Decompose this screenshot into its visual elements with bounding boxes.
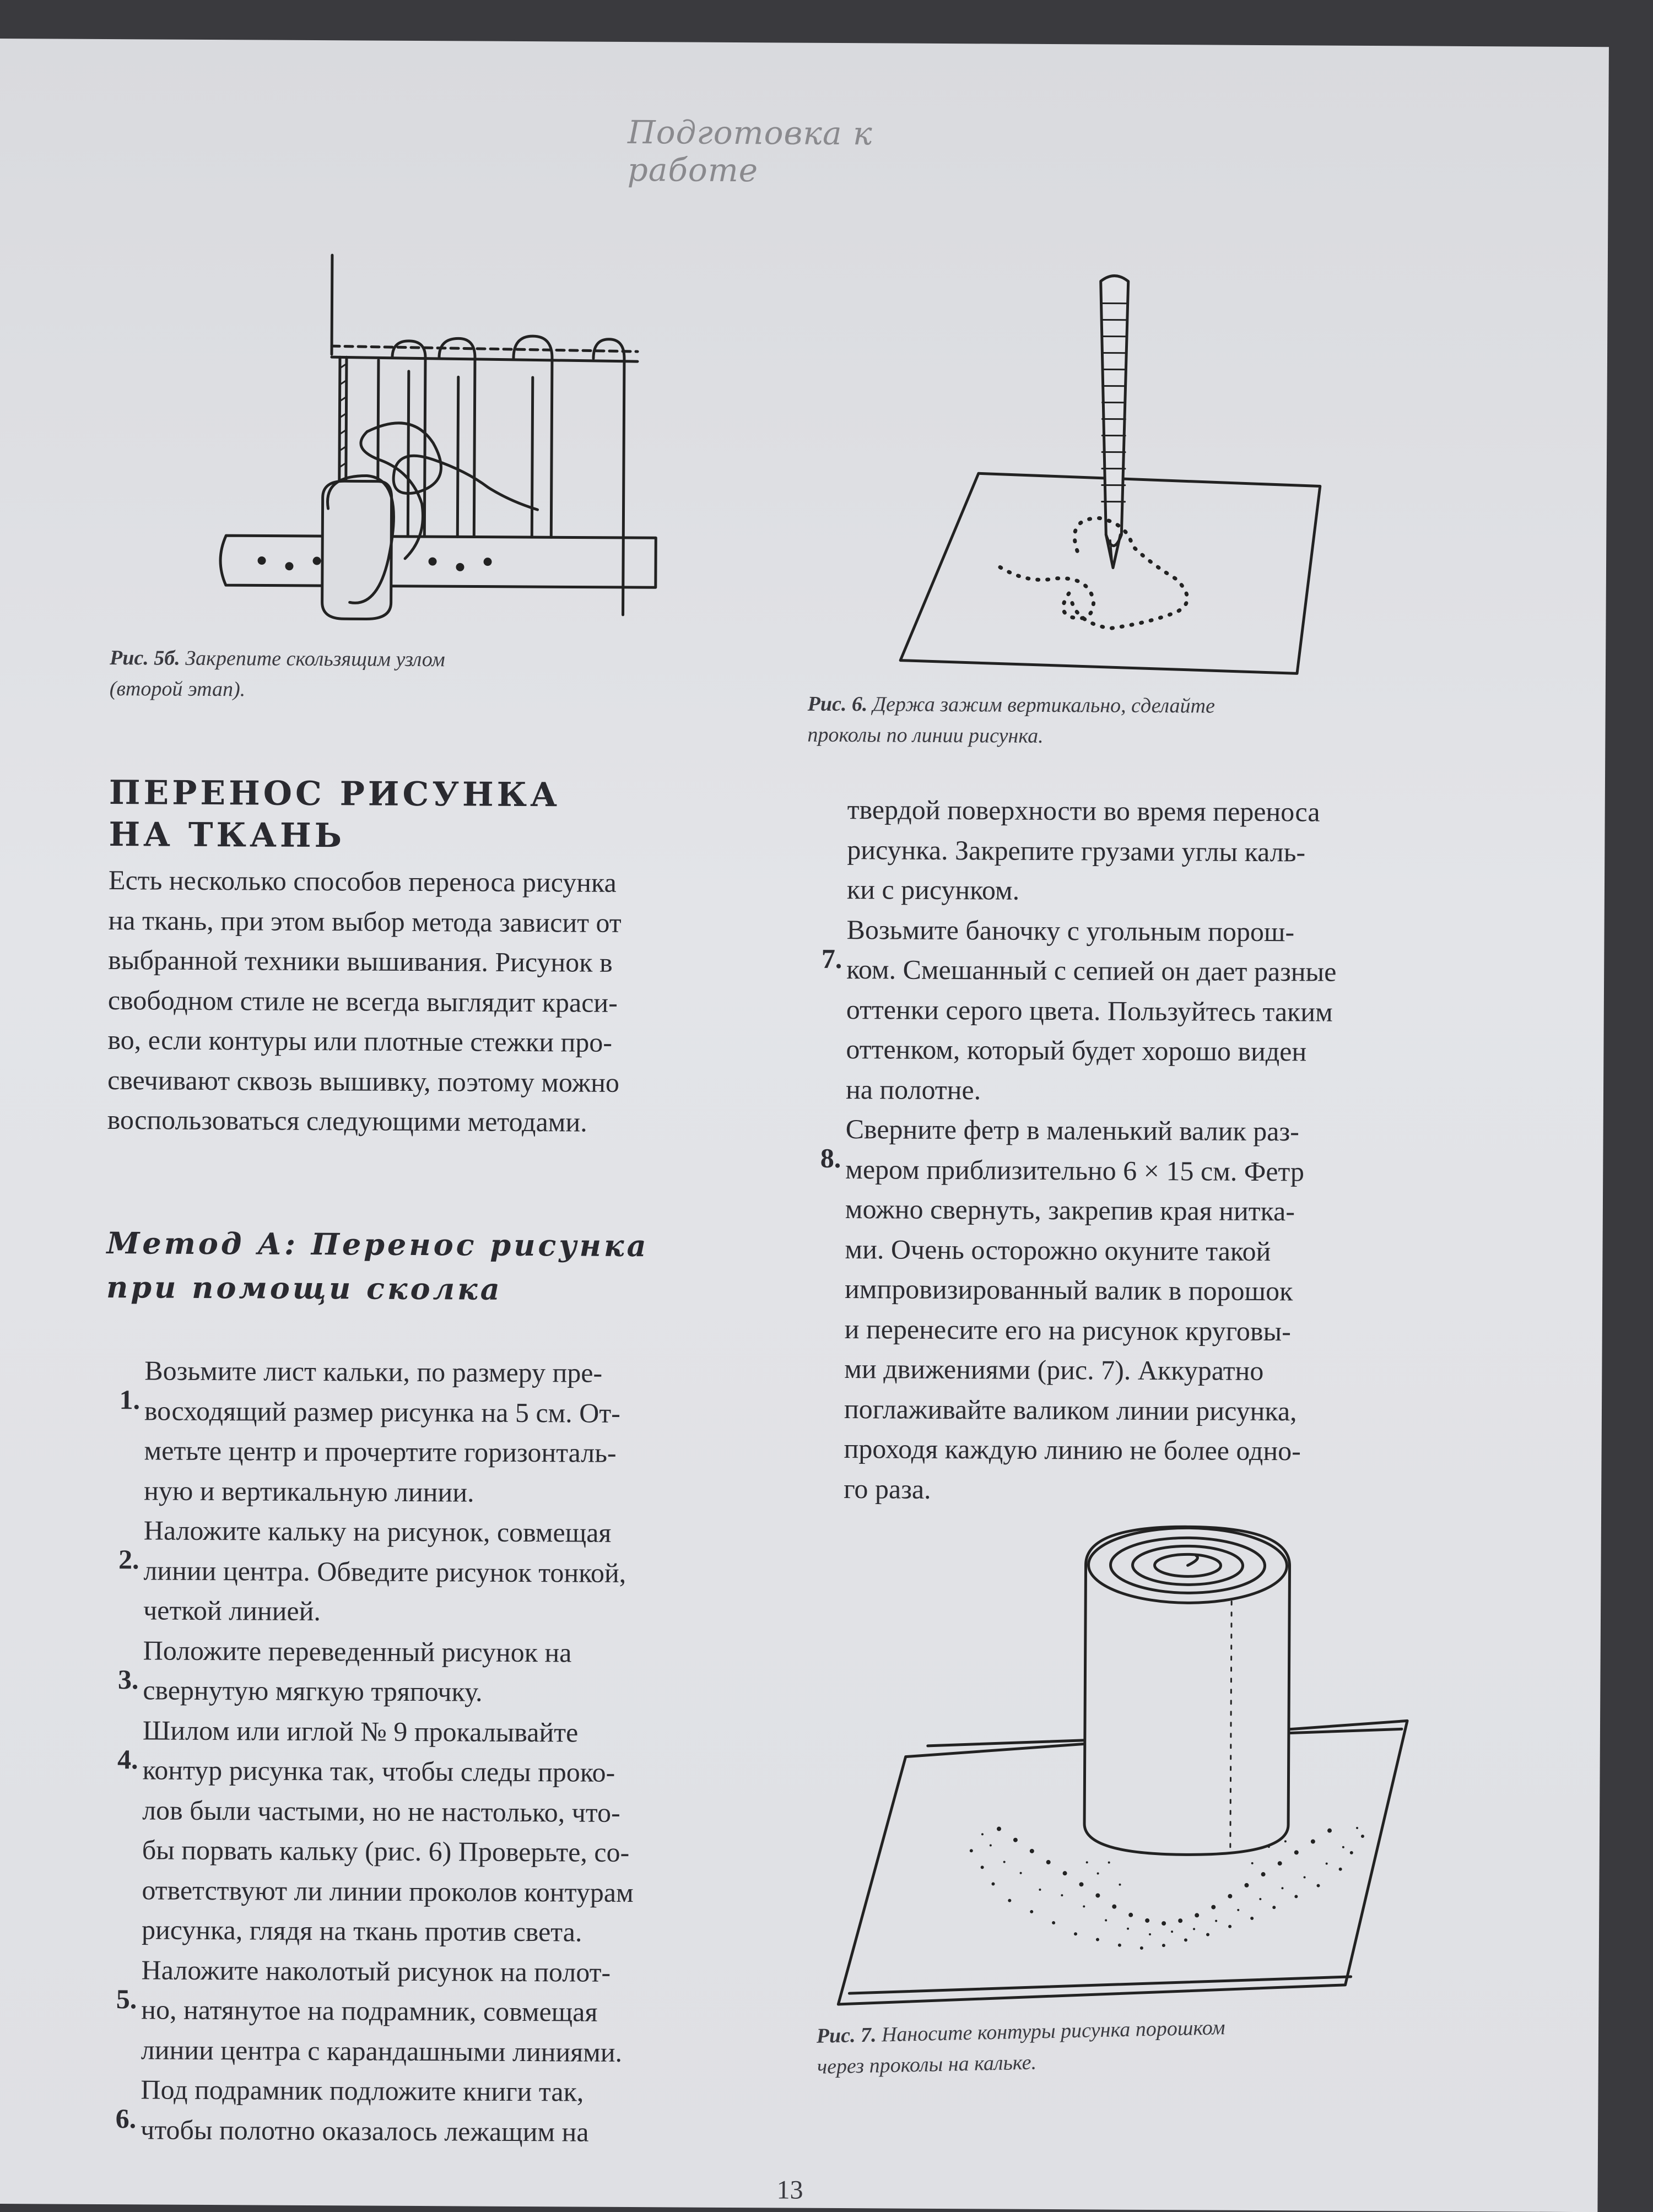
list-item: 2. Наложите кальку на рисунок, совмещая линии центра. Обведите рисунок тонкой, четкой линией. (118, 1515, 626, 1627)
figure-5b-illustration (201, 249, 671, 637)
list-item: 3. Положите переведенный рисунок на свернутую мягкую тряпочку. (117, 1634, 572, 1707)
figure-6-caption: Рис. 6. Держа зажим вертикально, сделайте проколы по линии рисунка. (807, 692, 1216, 748)
page-number: 13 (776, 2175, 803, 2205)
figure-7-illustration (833, 1508, 1425, 2019)
left-steps-list (115, 1350, 636, 2152)
list-item: 6. Под подрамник подложите книги так, чтобы полотно оказалось лежащим на (115, 2074, 589, 2148)
book-page (0, 39, 1609, 2212)
list-item: 5. Наложите наколотый рисунок на полот- но, натянутое на подрамник, совмещая линии центра с карандашными линиями. (116, 1954, 623, 2068)
intro-paragraph: Есть несколько способов переноса рисунка на ткань, при этом выбор метода зависит от выбранной техники вышивания. Рисунок в свободном стиле не всегда выглядит краси- во, если контуры или плотные стежки про- свечивают сквозь вышивку, поэтому можно воспользоваться следующими методами. (107, 864, 622, 1138)
running-head: Подготовка к работе (627, 113, 873, 190)
list-item: 8. Сверните фетр в маленький валик раз- мером приблизительно 6 × 15 см. Фетр можно свернуть, закрепив края нитка- ми. Очень осторожно окуните такой импровизированный валик в порошок и перенесите его на рисунок круговы- ми движениями (рис. 7). Аккуратно поглаживайте валиком линии рисунка, проходя каждую линию не более одно- го раза. (820, 1113, 1305, 1505)
list-item: 4. Шилом или иглой № 9 прокалывайте контур рисунка так, чтобы следы проко- лов были частыми, но не настолько, что- бы порвать кальку (рис. 6) Проверьте, со- ответствуют ли линии проколов контурам рисунка, глядя на ткань против света. (117, 1714, 634, 1948)
figure-6-illustration (889, 269, 1332, 690)
figure-5b-caption: Рис. 5б. Закрепите скользящим узлом (второй этап). (109, 646, 445, 701)
list-item: 1. Возьмите лист кальки, по размеру пре- восходящий размер рисунка на 5 см. От- метьте центр и прочертите горизонталь- ную и вертикальную линии. (119, 1355, 621, 1508)
list-item: 7. Возьмите баночку с угольным порош- ком. Смешанный с сепией он дает разные оттенки серого цвета. Пользуйтесь таким оттенком, который будет хорошо виден на полотне. (821, 913, 1337, 1105)
right-column-text (820, 789, 1337, 1511)
step-6-continuation: твердой поверхности во время переноса рисунка. Закрепите грузами углы каль- ки с рисунком. (846, 794, 1320, 906)
section-title: ПЕРЕНОС РИСУНКА НА ТКАНЬ (109, 774, 561, 856)
figure-7-caption: Рис. 7. Наносите контуры рисунка порошком через проколы на кальке. (816, 2016, 1225, 2079)
method-title: Метод А: Перенос рисунка при помощи сколка (106, 1225, 649, 1307)
